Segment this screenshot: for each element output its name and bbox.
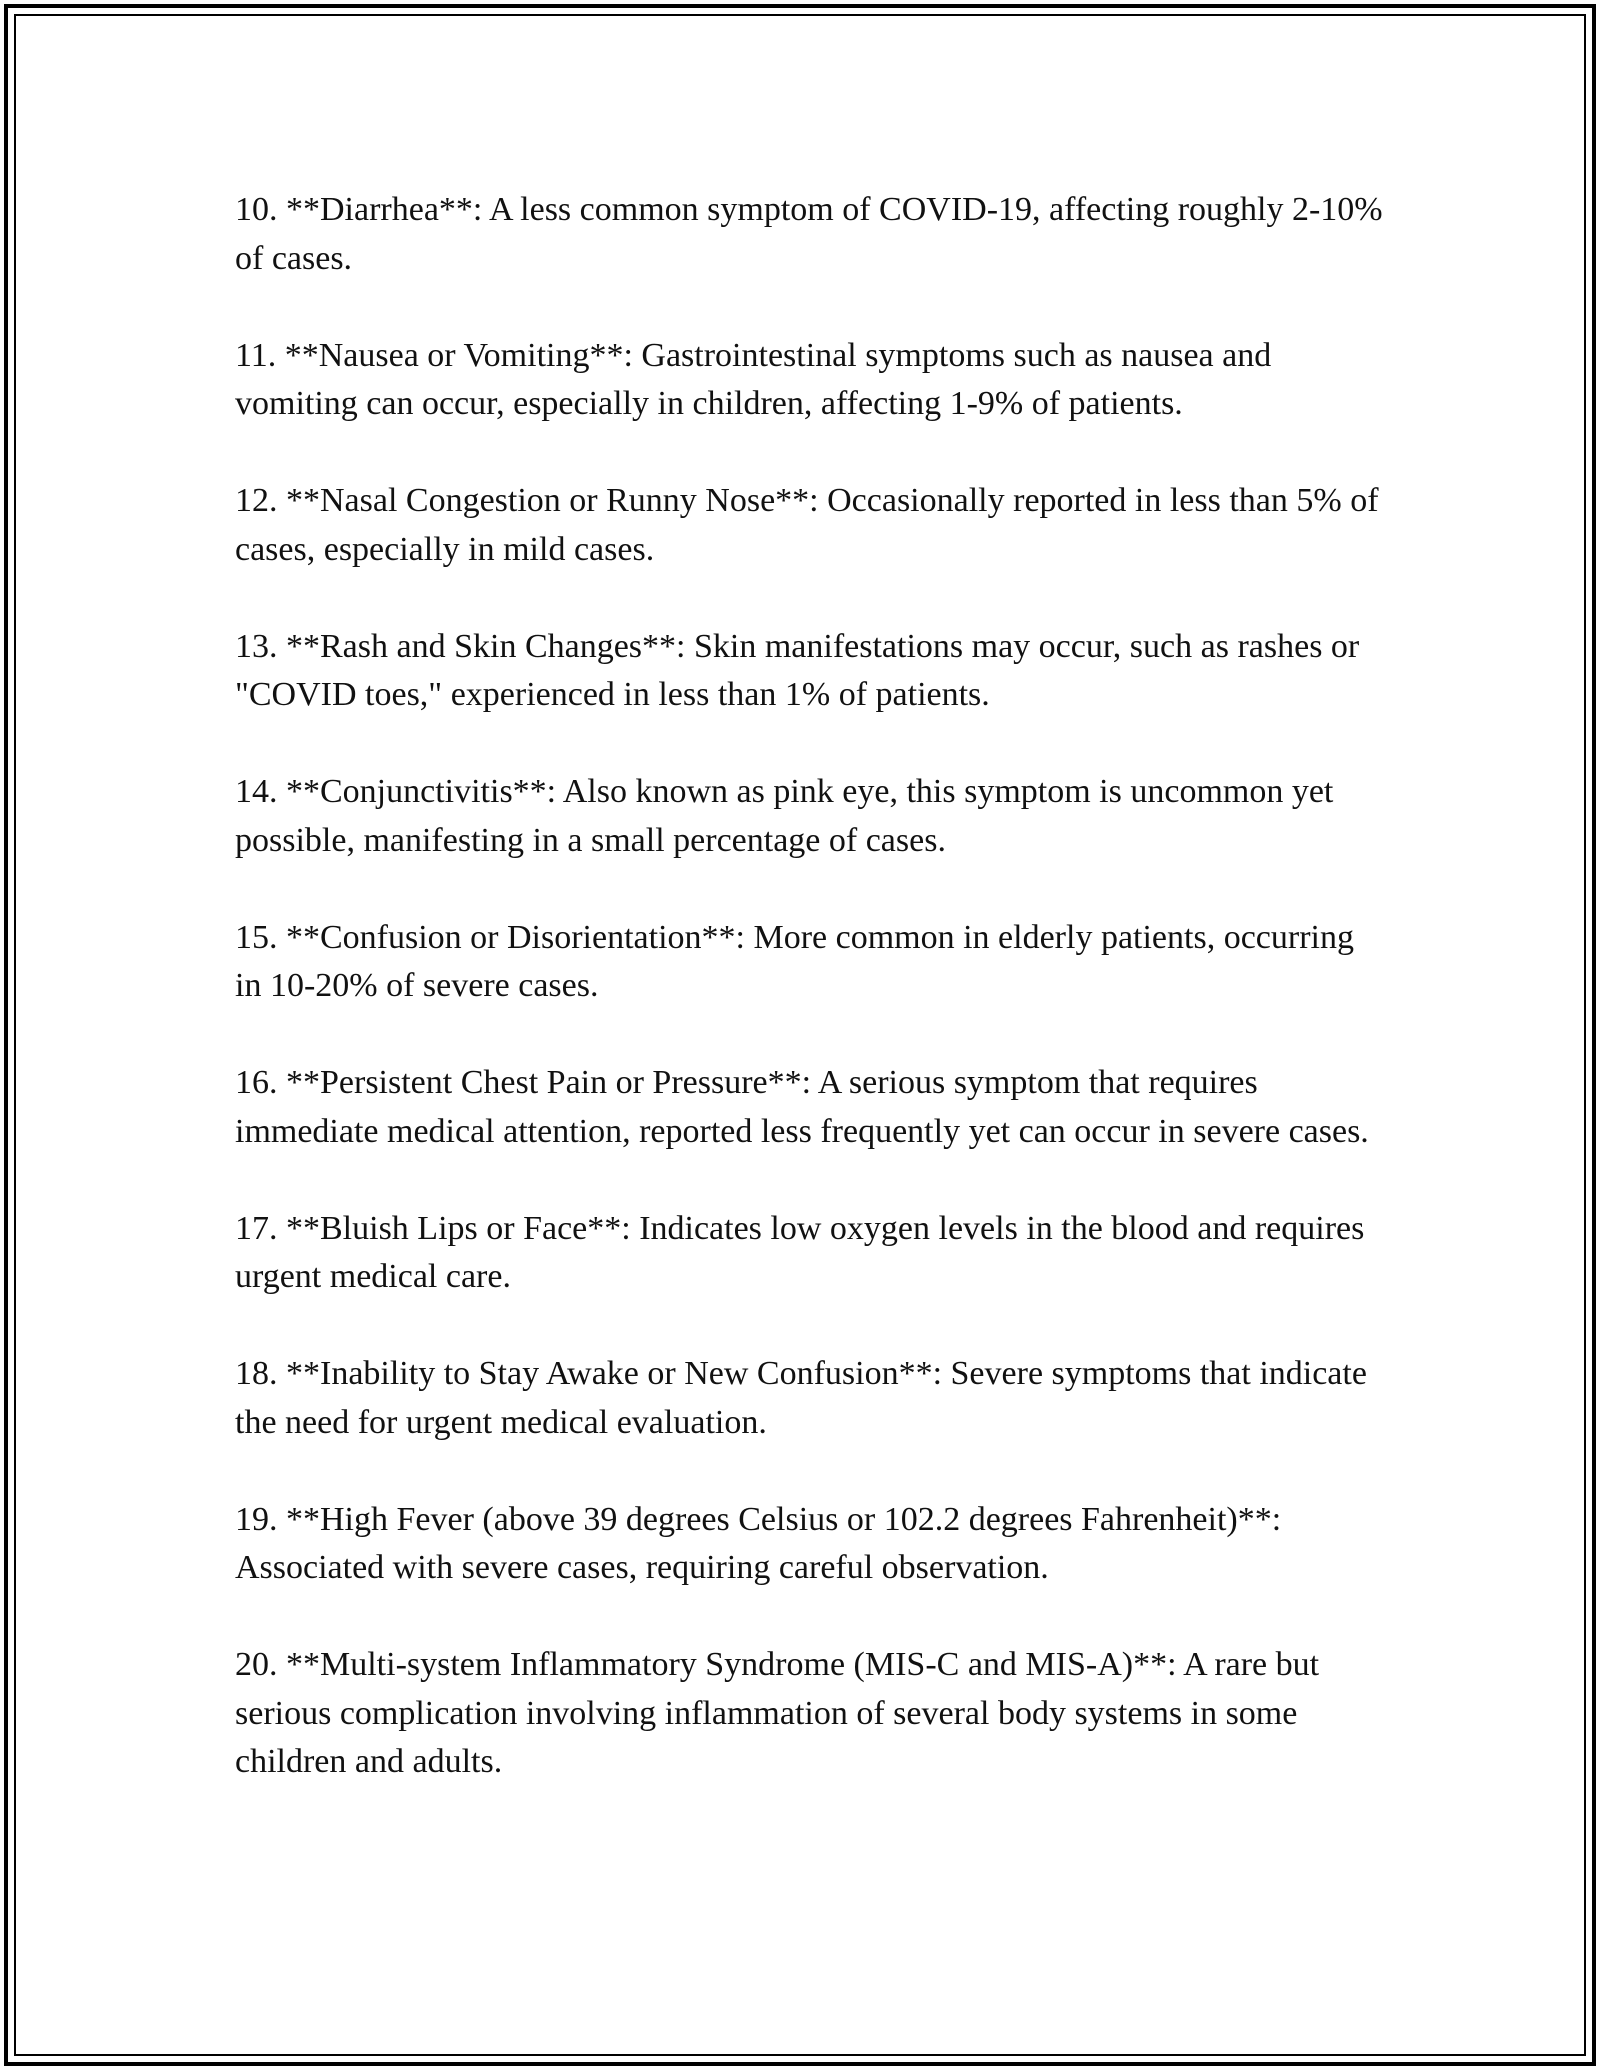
list-item-16: 16. **Persistent Chest Pain or Pressure**: A serious symptom that requires immediate medical attention, reported less frequently yet can occur in severe cases.	[235, 1064, 1369, 1150]
list-item-20: 20. **Multi-system Inflammatory Syndrome (MIS-C and MIS-A)**: A rare but serious complication involving inflammation of several body systems in some children and adults.	[235, 1646, 1320, 1780]
list-item-18: 18. **Inability to Stay Awake or New Confusion**: Severe symptoms that indicate the need for urgent medical evaluation.	[235, 1355, 1367, 1441]
symptom-list	[235, 186, 1385, 1835]
list-item-12: 12. **Nasal Congestion or Runny Nose**: Occasionally reported in less than 5% of cases, especially in mild cases.	[235, 482, 1379, 568]
list-item-10: 10. **Diarrhea**: A less common symptom of COVID-19, affecting roughly 2-10% of cases.	[235, 191, 1383, 277]
list-item-17: 17. **Bluish Lips or Face**: Indicates low oxygen levels in the blood and requires urgent medical care.	[235, 1209, 1365, 1295]
list-item-15: 15. **Confusion or Disorientation**: More common in elderly patients, occurring in 10-20% of severe cases.	[235, 918, 1354, 1004]
list-item-13: 13. **Rash and Skin Changes**: Skin manifestations may occur, such as rashes or "COVID toes," experienced in less than 1% of patients.	[235, 627, 1360, 713]
list-item-11: 11. **Nausea or Vomiting**: Gastrointestinal symptoms such as nausea and vomiting can occur, especially in children, affecting 1-9% of patients.	[235, 336, 1272, 422]
list-item-14: 14. **Conjunctivitis**: Also known as pink eye, this symptom is uncommon yet possible, manifesting in a small percentage of cases.	[235, 773, 1334, 859]
list-item-19: 19. **High Fever (above 39 degrees Celsius or 102.2 degrees Fahrenheit)**: Associated with severe cases, requiring careful observation.	[235, 1500, 1282, 1586]
